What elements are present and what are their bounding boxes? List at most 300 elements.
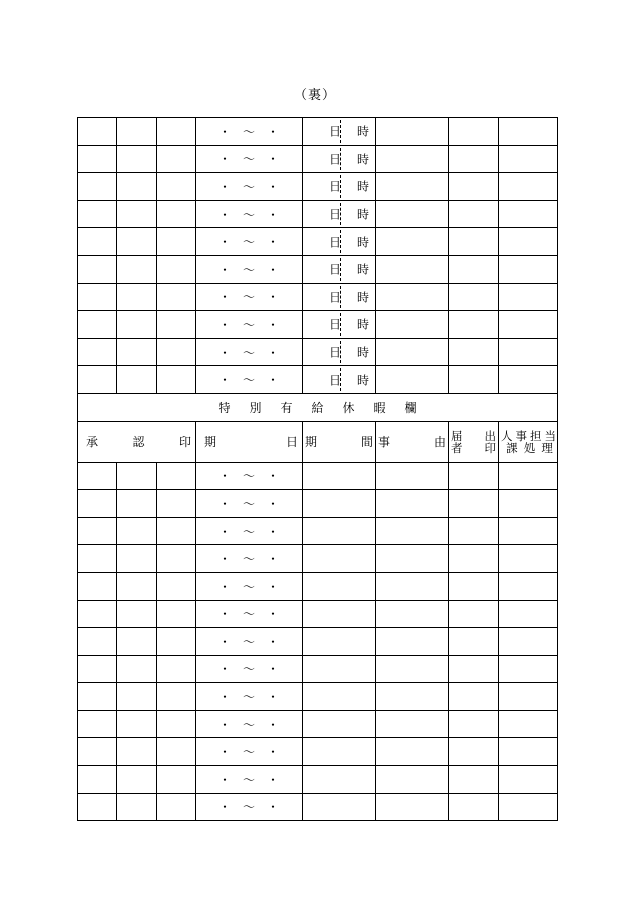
approval-cell-2[interactable]: [117, 145, 157, 173]
period-cell[interactable]: [196, 366, 303, 394]
hours-divider: [340, 341, 341, 364]
approval-cell-1[interactable]: [78, 228, 117, 256]
approval-cell-1[interactable]: [78, 600, 117, 628]
applicant-seal-cell[interactable]: [449, 311, 499, 339]
period-cell[interactable]: [196, 490, 303, 518]
hours-cell[interactable]: [303, 283, 376, 311]
period-cell[interactable]: [196, 145, 303, 173]
table-row: [78, 545, 558, 573]
applicant-seal-cell[interactable]: [449, 173, 499, 201]
header-approval-char-3: 印: [178, 435, 191, 450]
leave-record-table: [77, 117, 558, 821]
period-tilde: 〜: [242, 800, 255, 815]
personnel-cell[interactable]: [499, 118, 558, 146]
hours-cell[interactable]: [303, 311, 376, 339]
approval-cell-2[interactable]: [117, 572, 157, 600]
approval-cell-1[interactable]: [78, 366, 117, 394]
approval-cell-1[interactable]: [78, 738, 117, 766]
personnel-cell[interactable]: [499, 145, 558, 173]
hours-cell[interactable]: [303, 200, 376, 228]
personnel-cell[interactable]: [499, 545, 558, 573]
personnel-cell[interactable]: [499, 311, 558, 339]
hours-cell[interactable]: [303, 366, 376, 394]
period-dot-right: ・: [267, 317, 280, 332]
period-tilde: 〜: [242, 496, 255, 511]
approval-cell-3[interactable]: [157, 490, 196, 518]
approval-cell-1[interactable]: [78, 145, 117, 173]
table-row: [78, 283, 558, 311]
approval-cell-3[interactable]: [157, 173, 196, 201]
section-title-row: [78, 393, 558, 421]
period-dot-right: ・: [267, 634, 280, 649]
approval-cell-2[interactable]: [117, 173, 157, 201]
hours-cell[interactable]: [303, 255, 376, 283]
hours-cell[interactable]: [303, 228, 376, 256]
special-leave-section: [78, 393, 558, 462]
approval-cell-3[interactable]: [157, 683, 196, 711]
hour-label: 時: [357, 262, 370, 277]
personnel-cell[interactable]: [499, 200, 558, 228]
reason-cell[interactable]: [376, 572, 449, 600]
approval-cell-3[interactable]: [157, 710, 196, 738]
hours-divider: [340, 120, 341, 143]
reason-cell[interactable]: [376, 490, 449, 518]
day-label: 日: [329, 179, 342, 194]
approval-cell-3[interactable]: [157, 793, 196, 821]
applicant-seal-cell[interactable]: [449, 255, 499, 283]
span-cell[interactable]: [303, 517, 376, 545]
personnel-cell[interactable]: [499, 173, 558, 201]
period-cell[interactable]: [196, 683, 303, 711]
approval-cell-2[interactable]: [117, 655, 157, 683]
table-row: [78, 710, 558, 738]
period-dot-left: ・: [218, 207, 231, 222]
span-cell[interactable]: [303, 655, 376, 683]
period-cell[interactable]: [196, 173, 303, 201]
approval-cell-1[interactable]: [78, 173, 117, 201]
approval-cell-2[interactable]: [117, 462, 157, 490]
period-tilde: 〜: [242, 345, 255, 360]
personnel-cell[interactable]: [499, 490, 558, 518]
approval-cell-2[interactable]: [117, 366, 157, 394]
table-row: [78, 600, 558, 628]
period-tilde: 〜: [242, 552, 255, 567]
approval-cell-2[interactable]: [117, 283, 157, 311]
period-dot-left: ・: [218, 579, 231, 594]
period-cell[interactable]: [196, 545, 303, 573]
table-row: [78, 228, 558, 256]
day-label: 日: [329, 235, 342, 250]
personnel-cell[interactable]: [499, 710, 558, 738]
approval-cell-3[interactable]: [157, 572, 196, 600]
approval-cell-3[interactable]: [157, 766, 196, 794]
approval-cell-1[interactable]: [78, 655, 117, 683]
period-cell[interactable]: [196, 255, 303, 283]
approval-cell-2[interactable]: [117, 338, 157, 366]
day-label: 日: [329, 290, 342, 305]
approval-cell-2[interactable]: [117, 490, 157, 518]
approval-cell-1[interactable]: [78, 545, 117, 573]
personnel-cell[interactable]: [499, 338, 558, 366]
reason-cell[interactable]: [376, 545, 449, 573]
period-dot-right: ・: [267, 745, 280, 760]
reason-cell[interactable]: [376, 311, 449, 339]
approval-cell-3[interactable]: [157, 366, 196, 394]
approval-cell-2[interactable]: [117, 255, 157, 283]
applicant-seal-cell[interactable]: [449, 793, 499, 821]
table-row: [78, 173, 558, 201]
approval-cell-1[interactable]: [78, 338, 117, 366]
lower-rows: [78, 462, 558, 821]
personnel-cell[interactable]: [499, 228, 558, 256]
personnel-cell[interactable]: [499, 517, 558, 545]
period-cell[interactable]: [196, 628, 303, 656]
period-dot-left: ・: [218, 317, 231, 332]
personnel-cell[interactable]: [499, 462, 558, 490]
period-dot-left: ・: [218, 634, 231, 649]
table-row: [78, 628, 558, 656]
approval-cell-2[interactable]: [117, 710, 157, 738]
period-cell[interactable]: [196, 338, 303, 366]
personnel-cell[interactable]: [499, 683, 558, 711]
applicant-seal-cell[interactable]: [449, 655, 499, 683]
applicant-seal-cell[interactable]: [449, 710, 499, 738]
approval-cell-1[interactable]: [78, 793, 117, 821]
reason-cell[interactable]: [376, 118, 449, 146]
approval-cell-1[interactable]: [78, 766, 117, 794]
applicant-seal-cell[interactable]: [449, 600, 499, 628]
hours-divider: [340, 368, 341, 391]
table-row: [78, 572, 558, 600]
personnel-cell[interactable]: [499, 793, 558, 821]
period-cell[interactable]: [196, 517, 303, 545]
period-cell[interactable]: [196, 200, 303, 228]
approval-cell-2[interactable]: [117, 517, 157, 545]
period-dot-left: ・: [218, 235, 231, 250]
applicant-seal-cell[interactable]: [449, 118, 499, 146]
period-dot-left: ・: [218, 690, 231, 705]
applicant-seal-cell[interactable]: [449, 338, 499, 366]
day-label: 日: [329, 124, 342, 139]
approval-cell-1[interactable]: [78, 683, 117, 711]
span-cell[interactable]: [303, 572, 376, 600]
applicant-seal-cell[interactable]: [449, 517, 499, 545]
period-dot-right: ・: [267, 207, 280, 222]
applicant-seal-cell[interactable]: [449, 228, 499, 256]
hours-cell[interactable]: [303, 338, 376, 366]
personnel-cell[interactable]: [499, 738, 558, 766]
day-label: 日: [329, 152, 342, 167]
applicant-seal-cell[interactable]: [449, 366, 499, 394]
period-dot-left: ・: [218, 772, 231, 787]
period-dot-left: ・: [218, 469, 231, 484]
header-period-span: [303, 421, 376, 462]
period-dot-right: ・: [267, 524, 280, 539]
hour-label: 時: [357, 207, 370, 222]
reason-cell[interactable]: [376, 628, 449, 656]
period-dot-right: ・: [267, 800, 280, 815]
approval-cell-1[interactable]: [78, 628, 117, 656]
table-row: [78, 366, 558, 394]
period-dot-left: ・: [218, 607, 231, 622]
applicant-seal-cell[interactable]: [449, 200, 499, 228]
period-tilde: 〜: [242, 262, 255, 277]
header-personnel-char-7: 理: [541, 440, 553, 455]
personnel-cell[interactable]: [499, 766, 558, 794]
applicant-seal-cell[interactable]: [449, 628, 499, 656]
reason-cell[interactable]: [376, 366, 449, 394]
period-dot-right: ・: [267, 607, 280, 622]
header-period-date-char-2: 日: [285, 435, 298, 450]
section-title: 特別有給休暇欄: [78, 393, 558, 421]
period-cell[interactable]: [196, 738, 303, 766]
approval-cell-3[interactable]: [157, 200, 196, 228]
personnel-cell[interactable]: [499, 366, 558, 394]
header-personnel-char-5: 課: [506, 440, 518, 455]
approval-cell-1[interactable]: [78, 462, 117, 490]
applicant-seal-cell[interactable]: [449, 462, 499, 490]
approval-cell-3[interactable]: [157, 228, 196, 256]
personnel-cell[interactable]: [499, 655, 558, 683]
hours-cell[interactable]: [303, 173, 376, 201]
approval-cell-2[interactable]: [117, 118, 157, 146]
approval-cell-1[interactable]: [78, 572, 117, 600]
hour-label: 時: [357, 179, 370, 194]
period-dot-right: ・: [267, 496, 280, 511]
period-dot-left: ・: [218, 496, 231, 511]
period-dot-left: ・: [218, 124, 231, 139]
hour-label: 時: [357, 290, 370, 305]
approval-cell-2[interactable]: [117, 228, 157, 256]
reason-cell[interactable]: [376, 655, 449, 683]
hours-cell[interactable]: [303, 145, 376, 173]
period-cell[interactable]: [196, 793, 303, 821]
span-cell[interactable]: [303, 545, 376, 573]
period-tilde: 〜: [242, 152, 255, 167]
applicant-seal-cell[interactable]: [449, 766, 499, 794]
header-reason: [376, 421, 449, 462]
header-period-date-char-1: 期: [204, 435, 217, 450]
period-tilde: 〜: [242, 634, 255, 649]
header-personnel-char-1: 人: [501, 428, 513, 443]
approval-cell-1[interactable]: [78, 200, 117, 228]
period-tilde: 〜: [242, 772, 255, 787]
hours-divider: [340, 286, 341, 309]
period-tilde: 〜: [242, 373, 255, 388]
reason-cell[interactable]: [376, 462, 449, 490]
applicant-seal-cell[interactable]: [449, 683, 499, 711]
reason-cell[interactable]: [376, 228, 449, 256]
table-row: [78, 517, 558, 545]
period-tilde: 〜: [242, 690, 255, 705]
approval-cell-2[interactable]: [117, 793, 157, 821]
period-cell[interactable]: [196, 766, 303, 794]
span-cell[interactable]: [303, 738, 376, 766]
header-row: [78, 421, 558, 462]
applicant-seal-cell[interactable]: [449, 545, 499, 573]
table-row: [78, 338, 558, 366]
personnel-cell[interactable]: [499, 628, 558, 656]
approval-cell-3[interactable]: [157, 517, 196, 545]
approval-cell-3[interactable]: [157, 738, 196, 766]
approval-cell-3[interactable]: [157, 628, 196, 656]
approval-cell-1[interactable]: [78, 490, 117, 518]
period-tilde: 〜: [242, 179, 255, 194]
hours-cell[interactable]: [303, 118, 376, 146]
period-cell[interactable]: [196, 710, 303, 738]
hour-label: 時: [357, 345, 370, 360]
day-label: 日: [329, 345, 342, 360]
approval-cell-1[interactable]: [78, 710, 117, 738]
reason-cell[interactable]: [376, 255, 449, 283]
span-cell[interactable]: [303, 683, 376, 711]
approval-cell-3[interactable]: [157, 118, 196, 146]
period-cell[interactable]: [196, 228, 303, 256]
period-dot-left: ・: [218, 662, 231, 677]
reason-cell[interactable]: [376, 517, 449, 545]
table-row: [78, 145, 558, 173]
approval-cell-3[interactable]: [157, 338, 196, 366]
period-dot-left: ・: [218, 745, 231, 760]
reason-cell[interactable]: [376, 283, 449, 311]
header-period-span-char-2: 間: [360, 435, 373, 450]
header-personnel-char-3: 担: [530, 428, 542, 443]
hour-label: 時: [357, 152, 370, 167]
approval-cell-2[interactable]: [117, 628, 157, 656]
period-cell[interactable]: [196, 655, 303, 683]
personnel-cell[interactable]: [499, 600, 558, 628]
period-tilde: 〜: [242, 290, 255, 305]
approval-cell-3[interactable]: [157, 655, 196, 683]
applicant-seal-cell[interactable]: [449, 283, 499, 311]
hours-divider: [340, 230, 341, 253]
period-cell[interactable]: [196, 118, 303, 146]
approval-cell-3[interactable]: [157, 283, 196, 311]
table-row: [78, 200, 558, 228]
table-row: [78, 311, 558, 339]
approval-cell-3[interactable]: [157, 462, 196, 490]
span-cell[interactable]: [303, 600, 376, 628]
table-row: [78, 462, 558, 490]
hour-label: 時: [357, 124, 370, 139]
personnel-cell[interactable]: [499, 572, 558, 600]
reason-cell[interactable]: [376, 600, 449, 628]
span-cell[interactable]: [303, 462, 376, 490]
period-cell[interactable]: [196, 572, 303, 600]
approval-cell-2[interactable]: [117, 766, 157, 794]
hour-label: 時: [357, 373, 370, 388]
applicant-seal-cell[interactable]: [449, 145, 499, 173]
approval-cell-2[interactable]: [117, 200, 157, 228]
header-personnel-char-6: 処: [523, 440, 536, 455]
approval-cell-2[interactable]: [117, 311, 157, 339]
period-cell[interactable]: [196, 283, 303, 311]
page-title: （裏）: [293, 88, 336, 103]
approval-cell-1[interactable]: [78, 283, 117, 311]
span-cell[interactable]: [303, 766, 376, 794]
reason-cell[interactable]: [376, 683, 449, 711]
header-applicant-char-2: 出: [484, 428, 496, 443]
approval-cell-2[interactable]: [117, 545, 157, 573]
approval-cell-3[interactable]: [157, 311, 196, 339]
period-tilde: 〜: [242, 235, 255, 250]
reason-cell[interactable]: [376, 766, 449, 794]
table-row: [78, 118, 558, 146]
hours-divider: [340, 313, 341, 336]
reason-cell[interactable]: [376, 793, 449, 821]
period-dot-left: ・: [218, 152, 231, 167]
approval-cell-3[interactable]: [157, 145, 196, 173]
period-dot-right: ・: [267, 717, 280, 732]
upper-rows: [78, 118, 558, 394]
period-tilde: 〜: [242, 607, 255, 622]
reason-cell[interactable]: [376, 200, 449, 228]
period-cell[interactable]: [196, 600, 303, 628]
reason-cell[interactable]: [376, 338, 449, 366]
approval-cell-3[interactable]: [157, 545, 196, 573]
span-cell[interactable]: [303, 628, 376, 656]
header-applicant-char-4: 印: [484, 440, 496, 455]
approval-cell-1[interactable]: [78, 118, 117, 146]
reason-cell[interactable]: [376, 710, 449, 738]
table-row: [78, 793, 558, 821]
approval-cell-2[interactable]: [117, 683, 157, 711]
approval-cell-1[interactable]: [78, 517, 117, 545]
header-applicant-seal: [449, 421, 499, 462]
period-dot-left: ・: [218, 373, 231, 388]
approval-cell-3[interactable]: [157, 600, 196, 628]
personnel-cell[interactable]: [499, 255, 558, 283]
reason-cell[interactable]: [376, 173, 449, 201]
period-tilde: 〜: [242, 469, 255, 484]
table-row: [78, 655, 558, 683]
header-applicant-char-1: 届: [451, 428, 463, 443]
period-tilde: 〜: [242, 207, 255, 222]
applicant-seal-cell[interactable]: [449, 572, 499, 600]
table-row: [78, 255, 558, 283]
reason-cell[interactable]: [376, 145, 449, 173]
approval-cell-2[interactable]: [117, 738, 157, 766]
reason-cell[interactable]: [376, 738, 449, 766]
hours-divider: [340, 175, 341, 198]
approval-cell-3[interactable]: [157, 255, 196, 283]
approval-cell-1[interactable]: [78, 255, 117, 283]
period-dot-left: ・: [218, 717, 231, 732]
period-cell[interactable]: [196, 462, 303, 490]
applicant-seal-cell[interactable]: [449, 490, 499, 518]
span-cell[interactable]: [303, 490, 376, 518]
period-tilde: 〜: [242, 124, 255, 139]
header-personnel-processing: [499, 421, 558, 462]
period-dot-right: ・: [267, 662, 280, 677]
header-applicant-char-3: 者: [451, 440, 463, 455]
approval-cell-1[interactable]: [78, 311, 117, 339]
header-period-span-char-1: 期: [305, 435, 318, 450]
span-cell[interactable]: [303, 793, 376, 821]
hours-divider: [340, 148, 341, 171]
period-dot-right: ・: [267, 152, 280, 167]
period-cell[interactable]: [196, 311, 303, 339]
personnel-cell[interactable]: [499, 283, 558, 311]
approval-cell-2[interactable]: [117, 600, 157, 628]
period-dot-right: ・: [267, 690, 280, 705]
hours-divider: [340, 258, 341, 281]
span-cell[interactable]: [303, 710, 376, 738]
hour-label: 時: [357, 317, 370, 332]
applicant-seal-cell[interactable]: [449, 738, 499, 766]
header-personnel-char-4: 当: [544, 428, 556, 443]
period-dot-right: ・: [267, 772, 280, 787]
